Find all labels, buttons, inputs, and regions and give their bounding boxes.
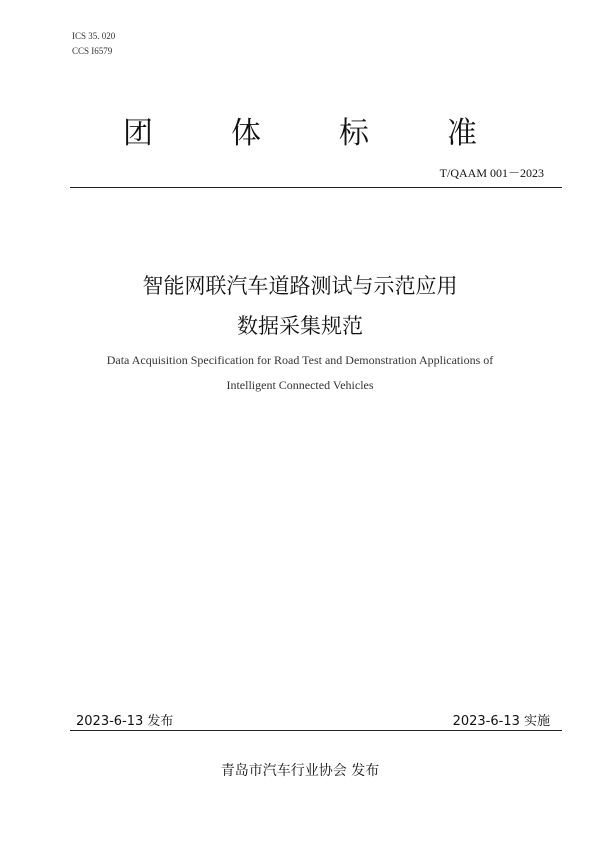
title-char: 体: [231, 116, 261, 151]
title-char: 准: [447, 116, 477, 151]
publisher: 青岛市汽车行业协会 发布: [220, 763, 380, 779]
publish-date: 2023-6-13 发布: [76, 714, 174, 729]
implement-date: 2023-6-13 实施: [452, 714, 550, 729]
bottom-divider: [70, 730, 562, 731]
document-type-title: [0, 108, 600, 152]
en-title-line2: Intelligent Connected Vehicles: [226, 378, 374, 392]
ccs-code: CCS I6579: [72, 46, 113, 56]
ics-code: ICS 35. 020: [72, 31, 116, 41]
title-char: 团: [123, 116, 153, 151]
standard-number: T/QAAM 001－2023: [439, 166, 544, 180]
title-char: 标: [339, 116, 369, 151]
en-title-line1: Data Acquisition Specification for Road Test and Demonstration Applications of: [106, 353, 494, 367]
cn-title-line2: 数据采集规范: [237, 314, 363, 338]
top-divider: [70, 187, 562, 188]
cn-title-line1: 智能网联汽车道路测试与示范应用: [142, 274, 458, 298]
